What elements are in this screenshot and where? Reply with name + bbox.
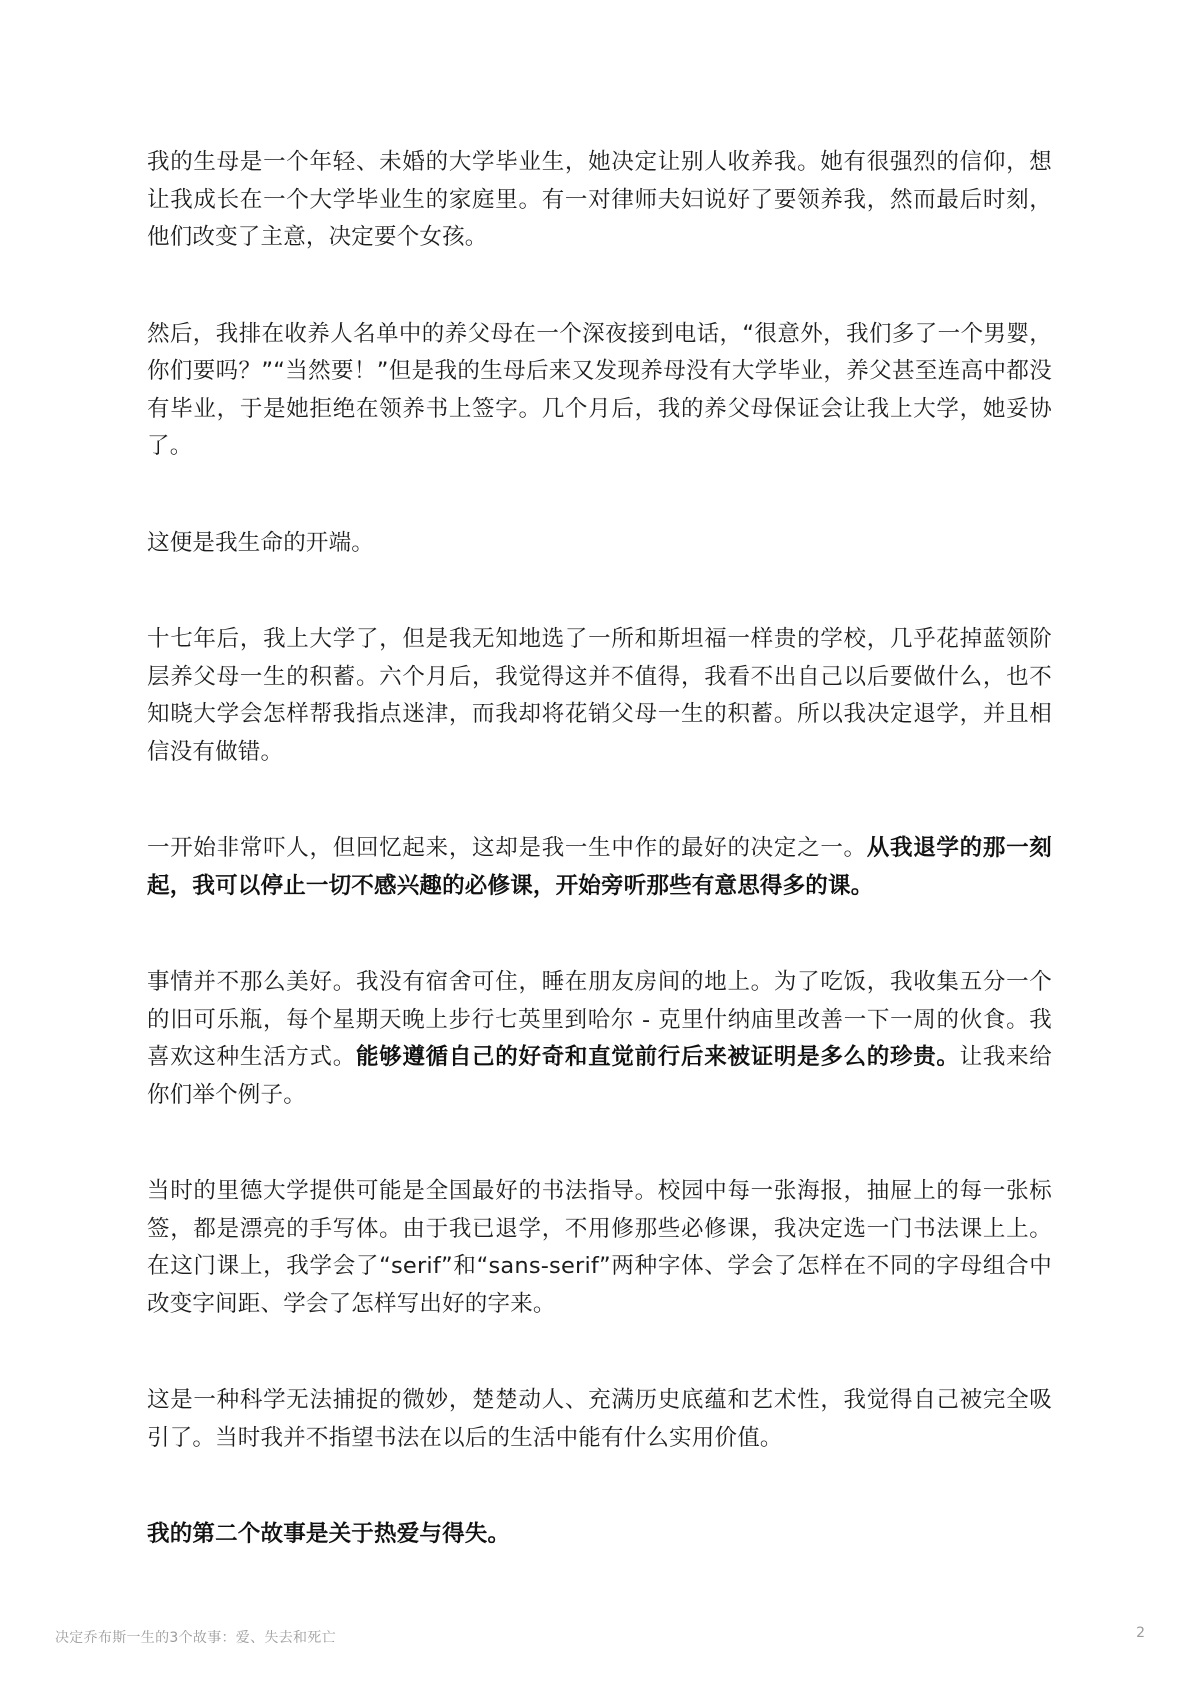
paragraph-calligraphy [147,1173,1052,1323]
page-body [147,144,1052,1613]
heading-text: 我的第二个故事是关于热爱与得失。 [147,1521,511,1547]
paragraph-text: 事情并不那么美好。我没有宿舍可住，睡在朋友房间的地上。为了吃饭，我收集五分一个的旧可乐瓶，每个星期天晚上步行七英里到哈尔 - 克里什纳庙里改善一下一周的伙食。我喜欢这种生活方式。 [147,969,1052,1070]
paragraph-text: 我的生母是一个年轻、未婚的大学毕业生，她决定让别人收养我。她有很强烈的信仰，想让我成长在一个大学毕业生的家庭里。有一对律师夫妇说好了要领养我，然而最后时刻，他们改变了主意，决定要个女孩。 [147,149,1052,250]
emphasized-text: 从我退学的那一刻起，我可以停止一切不感兴趣的必修课，开始旁听那些有意思得多的课。 [147,835,1052,899]
paragraph-birth-mother [147,144,1052,257]
paragraph-science-subtlety [147,1382,1052,1457]
paragraph-curiosity [147,964,1052,1114]
paragraph-adoptive-parents [147,316,1052,466]
paragraph-text: 十七年后，我上大学了，但是我无知地选了一所和斯坦福一样贵的学校，几乎花掉蓝领阶层养父母一生的积蓄。六个月后，我觉得这并不值得，我看不出自己以后要做什么，也不知晓大学会怎样帮我指点迷津，而我却将花销父母一生的积蓄。所以我决定退学，并且相信没有做错。 [147,626,1052,765]
paragraph-college-dropout [147,621,1052,771]
paragraph-text: 当时的里德大学提供可能是全国最好的书法指导。校园中每一张海报，抽屉上的每一张标签，都是漂亮的手写体。由于我已退学，不用修那些必修课，我决定选一门书法课上上。在这门课上，我学会了“serif”和“sans-serif”两种字体、学会了怎样在不同的字母组合中改变字间距、学会了怎样写出好的字来。 [147,1178,1052,1317]
section-heading-second-story [147,1516,1052,1554]
paragraph-text: 这是一种科学无法捕捉的微妙，楚楚动人、充满历史底蕴和艺术性，我觉得自己被完全吸引了。当时我并不指望书法在以后的生活中能有什么实用价值。 [147,1387,1052,1451]
footer-document-title: 决定乔布斯一生的3个故事：爱、失去和死亡 [55,1630,336,1646]
emphasized-text: 能够遵循自己的好奇和直觉前行后来被证明是多么的珍贵。 [355,1044,960,1070]
paragraph-text: 然后，我排在收养人名单中的养父母在一个深夜接到电话，“很意外，我们多了一个男婴，你们要吗？”“当然要！”但是我的生母后来又发现养母没有大学毕业，养父甚至连高中都没有毕业，于是她拒绝在领养书上签字。几个月后，我的养父母保证会让我上大学，她妥协了。 [147,320,1052,459]
paragraph-life-beginning [147,525,1052,563]
paragraph-best-decision [147,830,1052,905]
paragraph-text: 这便是我生命的开端。 [147,529,375,556]
paragraph-text: 一开始非常吓人，但回忆起来，这却是我一生中作的最好的决定之一。 [147,835,867,861]
footer-page-number: 2 [1136,1625,1145,1641]
paragraph-text: 让我来给你们举个例子。 [147,1044,1052,1108]
